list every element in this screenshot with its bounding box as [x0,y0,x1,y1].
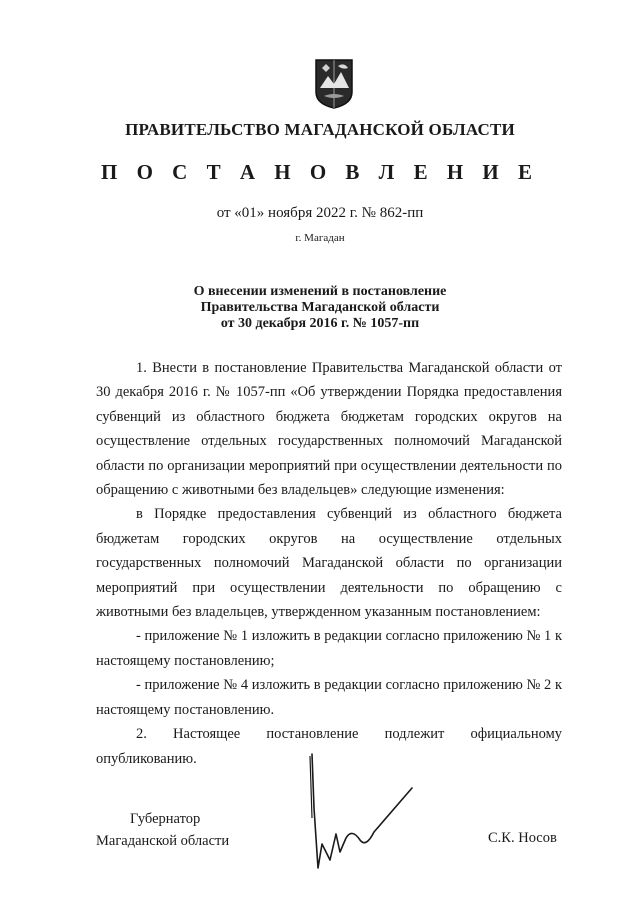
paragraph-2: в Порядке предоставления субвенций из областного бюджета бюджетам городских округов на осуществление отдельных государственных полномочий Магаданской области по организации мероприятий при осуществлении деятельности по обращению с животными без владельцев, утвержденном указанным постановлением: [96,506,562,621]
document-kind: П О С Т А Н О В Л Е Н И Е [100,160,539,184]
document-subject [0,284,640,332]
subject-line: Правительства Магаданской области [200,300,440,315]
subject-line: от 30 декабря 2016 г. № 1057-пп [220,316,420,331]
handwritten-signature [300,748,430,878]
document-body [96,356,562,771]
paragraph-3: - приложение № 1 изложить в редакции согласно приложению № 1 к настоящему постановлению; [96,628,562,669]
signatory-position-line: Магаданской области [96,833,230,849]
signatory-position-line: Губернатор [130,811,201,827]
coat-of-arms-icon [314,58,354,110]
paragraph-4: - приложение № 4 изложить в редакции согласно приложению № 2 к настоящему постановлению. [96,677,562,718]
document-city: г. Магадан [295,232,345,244]
document-date-number: от «01» ноября 2022 г. № 862-пп [216,205,424,221]
subject-line: О внесении изменений в постановление [193,284,447,299]
signatory-name: С.К. Носов [488,830,557,846]
paragraph-5: 2. Настоящее постановление подлежит официальному опубликованию. [96,726,562,767]
signatory-position [96,808,229,852]
paragraph-1: 1. Внести в постановление Правительства Магаданской области от 30 декабря 2016 г. № 1057-пп «Об утверждении Порядка предоставления субвенций из областного бюджета бюджетам городских округов на осуществление отдельных государственных полномочий Магаданской области по организации мероприятий при осуществлении деятельности по обращению с животными без владельцев» следующие изменения: [96,360,562,499]
government-title: ПРАВИТЕЛЬСТВО МАГАДАНСКОЙ ОБЛАСТИ [125,120,515,139]
